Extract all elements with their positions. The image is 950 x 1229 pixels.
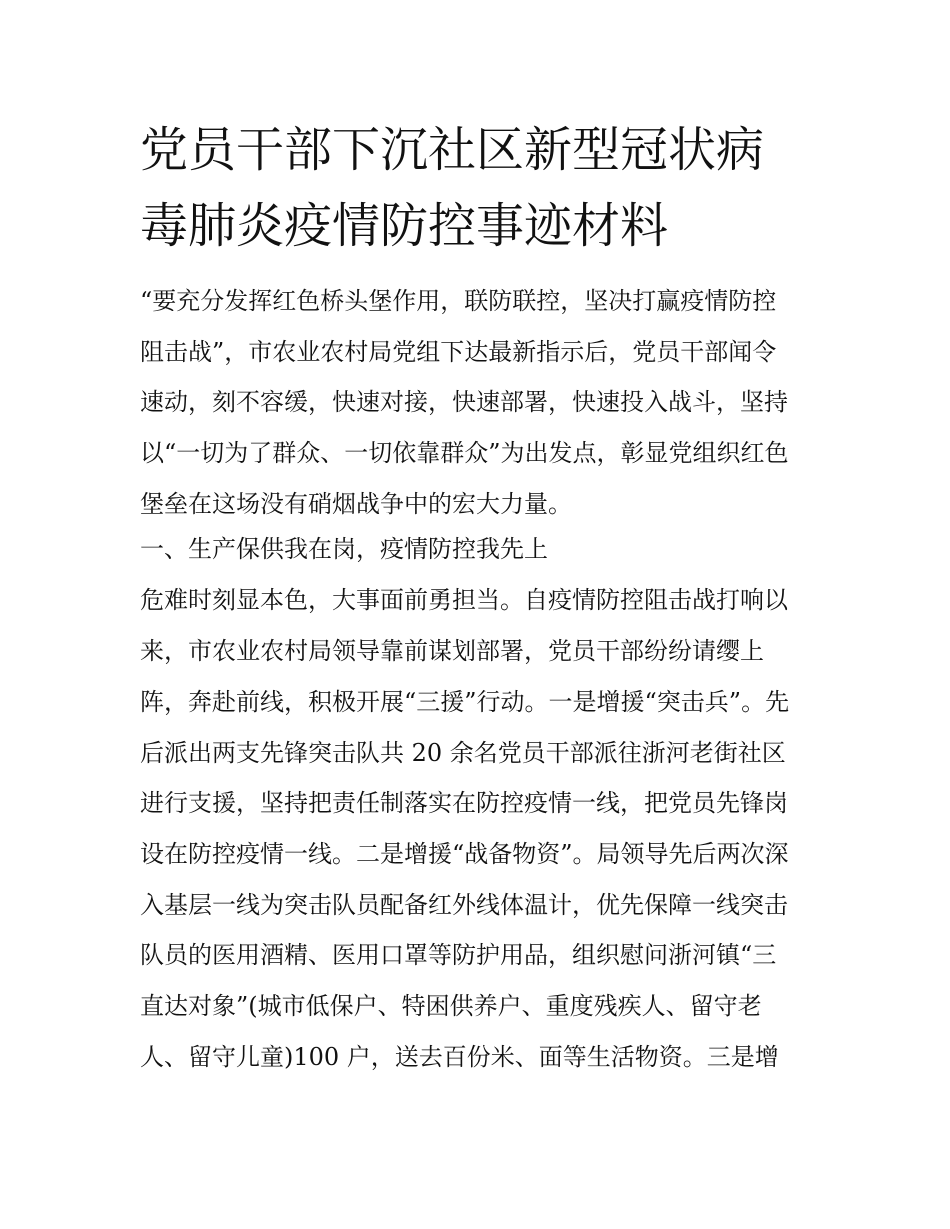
paragraph-line: 入基层一线为突击队员配备红外线体温计，优先保障一线突击 xyxy=(140,890,788,919)
paragraph-line: “要充分发挥红色桥头堡作用，联防联控，坚决打赢疫情防控 xyxy=(140,287,777,315)
paragraph-line: 速动，刻不容缓，快速对接，快速部署，快速投入战斗，坚持 xyxy=(140,388,788,417)
section-paragraph xyxy=(140,575,830,1082)
paragraph-line: 人、留守儿童)100 户，送去百份米、面等生活物资。三是增 xyxy=(140,1042,779,1071)
paragraph-line: 阵，奔赴前线，积极开展“三援”行动。一是增援“突击兵”。先 xyxy=(140,687,790,716)
paragraph-line: 阻击战”，市农业农村局党组下达最新指示后，党员干部闻令 xyxy=(140,337,777,366)
title-line: 毒肺炎疫情防控事迹材料 xyxy=(140,198,669,254)
section-heading: 一、生产保供我在岗，疫情防控我先上 xyxy=(140,535,548,564)
paragraph-line: 进行支援，坚持把责任制落实在防控疫情一线，把党员先锋岗 xyxy=(140,789,788,818)
paragraph-line: 设在防控疫情一线。二是增援“战备物资”。局领导先后两次深 xyxy=(140,839,789,868)
paragraph-line: 堡垒在这场没有硝烟战争中的宏大力量。 xyxy=(140,489,572,518)
paragraph-line: 队员的医用酒精、医用口罩等防护用品，组织慰问浙河镇“三 xyxy=(140,941,777,970)
title-line: 党员干部下沉社区新型冠状病 xyxy=(140,122,765,178)
paragraph-line: 后派出两支先锋突击队共 20 余名党员干部派往浙河老街社区 xyxy=(140,738,786,767)
intro-paragraph xyxy=(140,276,830,529)
paragraph-line: 危难时刻显本色，大事面前勇担当。自疫情防控阻击战打响以 xyxy=(140,586,788,615)
document-body xyxy=(140,276,830,1082)
paragraph-line: 以“一切为了群众、一切依靠群众”为出发点，彰显党组织红色 xyxy=(140,439,789,468)
document-title xyxy=(140,112,820,264)
paragraph-line: 来，市农业农村局领导靠前谋划部署，党员干部纷纷请缨上 xyxy=(140,637,764,666)
paragraph-line: 直达对象”(城市低保户、特困供养户、重度残疾人、留守老 xyxy=(140,991,762,1020)
